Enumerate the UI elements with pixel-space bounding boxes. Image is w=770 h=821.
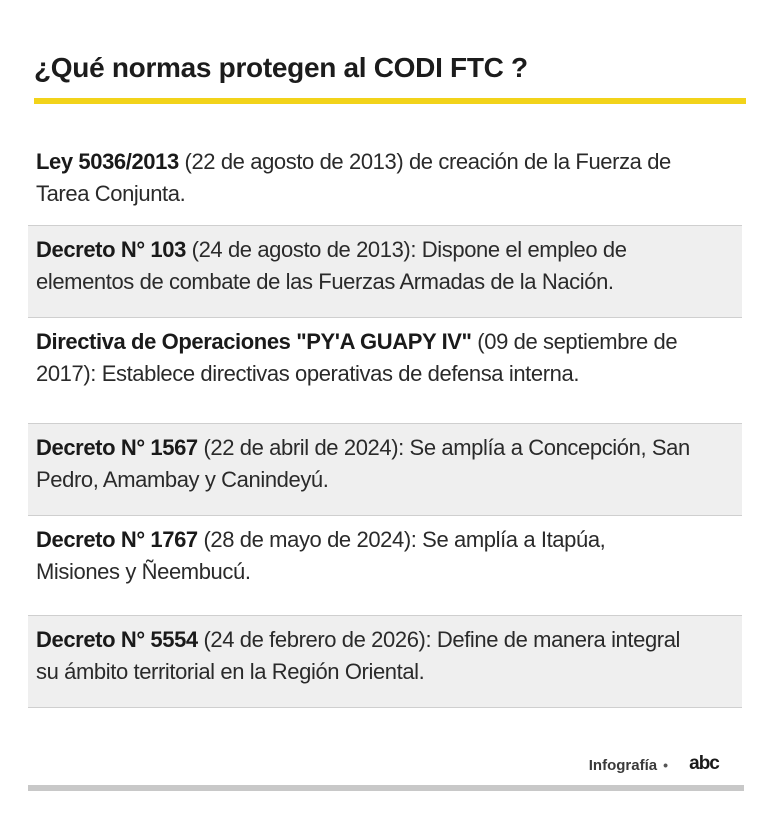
item-heading: Ley 5036/2013 [36, 149, 179, 174]
item-text: (28 de mayo de 2024): Se amplía a Itapúa, [197, 527, 606, 552]
item-text: (09 de septiembre de [471, 329, 678, 354]
item-text: (24 de agosto de 2013): Dispone el empleo de [185, 237, 627, 262]
bottom-divider [28, 785, 744, 791]
abc-logo-icon [674, 754, 734, 776]
list-item-decreto-1567 [28, 424, 742, 516]
item-text: (24 de febrero de 2026): Define de manera integral [197, 627, 681, 652]
list-item-decreto-5554 [28, 616, 742, 708]
page-title: ¿Qué normas protegen al CODI FTC ? [34, 52, 528, 83]
item-heading: Decreto N° 103 [36, 237, 186, 262]
item-text-continued: Pedro, Amambay y Canindeyú. [36, 467, 329, 492]
item-text: (22 de agosto de 2013) de creación de la Fuerza de [178, 149, 671, 174]
list-item-directiva-pya-guapy [28, 318, 742, 424]
item-text: (22 de abril de 2024): Se amplía a Concepción, San [197, 435, 690, 460]
list-item-ley-5036 [28, 138, 742, 226]
credit-label: Infografía [588, 756, 658, 774]
norms-list [28, 138, 742, 708]
item-text-continued: 2017): Establece directivas operativas de defensa interna. [36, 361, 580, 386]
logo-text: abc [689, 754, 719, 772]
item-text-continued: Tarea Conjunta. [36, 181, 186, 206]
item-heading: Decreto N° 5554 [36, 627, 198, 652]
list-item-decreto-103 [28, 226, 742, 318]
footer-credit [589, 754, 734, 776]
list-item-decreto-1767 [28, 516, 742, 616]
item-heading: Decreto N° 1767 [36, 527, 198, 552]
separator-dot: • [663, 757, 668, 773]
item-text-continued: Misiones y Ñeembucú. [36, 559, 251, 584]
title-underline [34, 98, 746, 104]
item-heading: Directiva de Operaciones "PY'A GUAPY IV" [36, 329, 472, 354]
item-text-continued: su ámbito territorial en la Región Oriental. [36, 659, 425, 684]
item-text-continued: elementos de combate de las Fuerzas Armadas de la Nación. [36, 269, 614, 294]
item-heading: Decreto N° 1567 [36, 435, 198, 460]
